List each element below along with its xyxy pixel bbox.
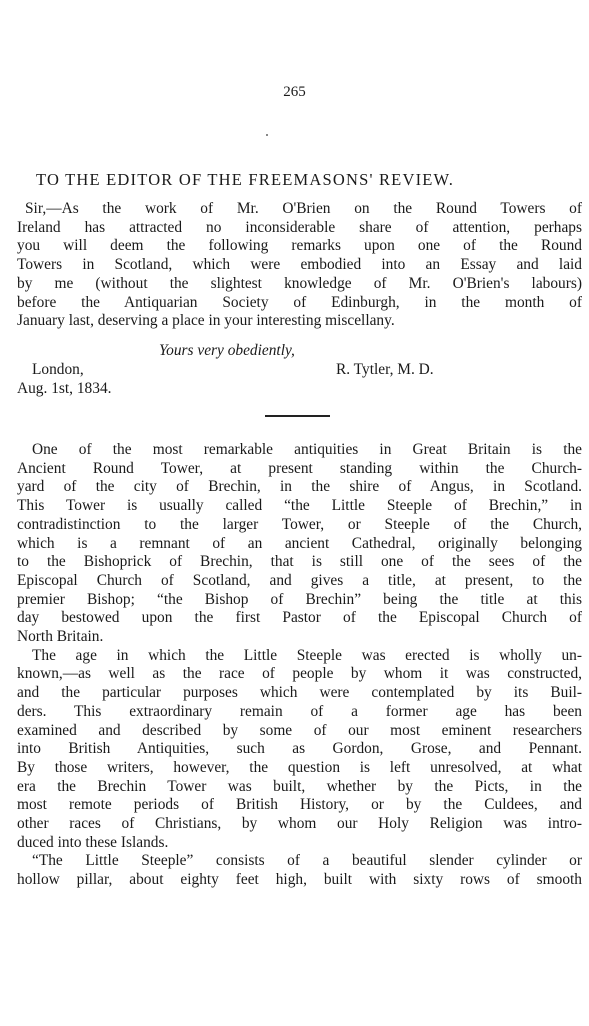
- body-line: Ancient Round Tower, at present standing within the Church-: [17, 459, 582, 477]
- letter-line: January last, deserving a place in your interesting miscellany.: [17, 312, 395, 330]
- body-line: other races of Christians, by whom our Holy Religion was intro-: [17, 815, 582, 833]
- body-line: “The Little Steeple” consists of a beautiful slender cylinder or: [32, 852, 582, 870]
- signature-row: [17, 361, 582, 380]
- body-line: day bestowed upon the first Pastor of the Episcopal Church of: [17, 609, 582, 627]
- body-line: hollow pillar, about eighty feet high, built with sixty rows of smooth: [17, 871, 582, 889]
- body-line: This Tower is usually called “the Little Steeple of Brechin,” in: [17, 497, 582, 515]
- body-line: duced into these Islands.: [17, 833, 169, 851]
- letter-line: you will deem the following remarks upon one of the Round: [17, 237, 582, 255]
- body-line: to the Bishoprick of Brechin, that is still one of the sees of the: [17, 553, 582, 571]
- place-text: London,: [32, 361, 84, 378]
- closing-text: Yours very obediently,: [159, 342, 295, 359]
- body-line: contradistinction to the larger Tower, or Steeple of the Church,: [17, 515, 582, 533]
- date-row: [17, 380, 582, 399]
- print-speck: [266, 134, 268, 136]
- body-line: examined and described by some of our most eminent researchers: [17, 721, 582, 739]
- body-line: which is a remnant of an ancient Cathedral, originally belonging: [17, 534, 582, 552]
- body-line: Episcopal Church of Scotland, and gives a title, at present, to the: [17, 571, 582, 589]
- letter-line: by me (without the slightest knowledge of Mr. O'Brien's labours): [17, 274, 582, 292]
- body-line: most remote periods of British History, or by the Culdees, and: [17, 796, 582, 814]
- letter-line: Ireland has attracted no inconsiderable share of attention, perhaps: [17, 218, 582, 236]
- signature-text: R. Tytler, M. D.: [336, 361, 434, 378]
- letter-paragraph: [17, 200, 582, 331]
- body-line: One of the most remarkable antiquities in Great Britain is the: [32, 441, 582, 458]
- letter-line: before the Antiquarian Society of Edinburgh, in the month of: [17, 293, 582, 311]
- body-line: known,—as well as the race of people by whom it was constructed,: [17, 665, 582, 683]
- body-line: ders. This extraordinary remain of a former age has been: [17, 702, 582, 720]
- page-number: 265: [283, 84, 306, 100]
- article-body: [17, 441, 582, 890]
- body-line: premier Bishop; “the Bishop of Brechin” being the title at this: [17, 590, 582, 608]
- closing-row: [17, 342, 582, 361]
- date-text: Aug. 1st, 1834.: [17, 380, 112, 397]
- body-line: North Britain.: [17, 628, 104, 646]
- body-line: into British Antiquities, such as Gordon, Grose, and Pennant.: [17, 740, 582, 758]
- body-line: yard of the city of Brechin, in the shire of Angus, in Scotland.: [17, 478, 582, 496]
- letter-heading: TO THE EDITOR OF THE FREEMASONS' REVIEW.: [36, 170, 455, 189]
- body-line: By those writers, however, the question is left unresolved, at what: [17, 758, 582, 776]
- body-line: The age in which the Little Steeple was erected is wholly un-: [32, 646, 582, 664]
- section-divider: [265, 415, 330, 417]
- letter-line: Towers in Scotland, which were embodied into an Essay and laid: [17, 256, 582, 274]
- body-line: and the particular purposes which were contemplated by its Buil-: [17, 684, 582, 702]
- body-line: era the Brechin Tower was built, whether by the Picts, in the: [17, 777, 582, 795]
- letter-line: Sir,—As the work of Mr. O'Brien on the Round Towers of: [25, 200, 582, 217]
